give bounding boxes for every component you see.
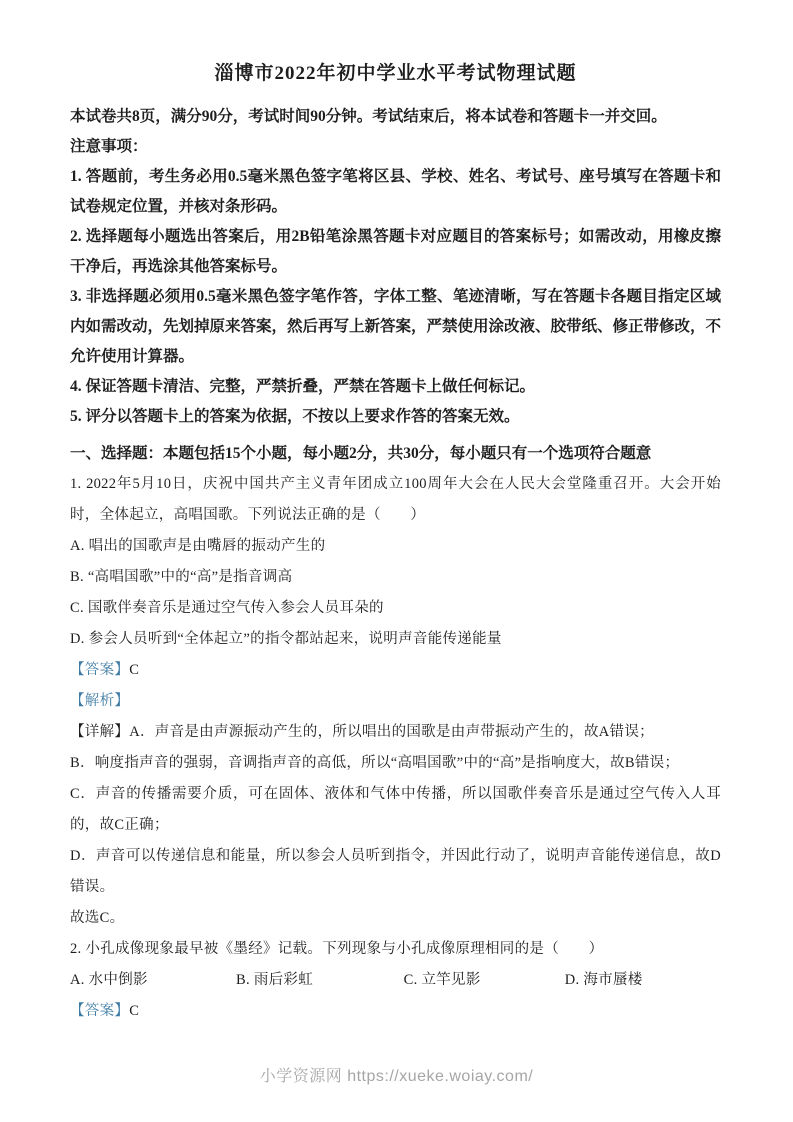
notice-item-3: 3. 非选择题必须用0.5毫米黑色签字笔作答，字体工整、笔迹清晰，写在答题卡各题目指定区域内如需改动，先划掉原来答案，然后再写上新答案，严禁使用涂改液、胶带纸、修正带修改，不允许使用计算器。	[70, 288, 722, 365]
footer-watermark	[0, 1063, 793, 1086]
question-1-detail-line-d: D．声音可以传递信息和能量，所以参会人员听到指令，并因此行动了，说明声音能传递信息，故D错误。	[70, 848, 721, 895]
question-1-answer-line	[70, 655, 721, 686]
section-heading: 一、选择题：本题包括15个小题，每小题2分，共30分，每小题只有一个选项符合题意	[70, 445, 652, 462]
answer-label: 【答案】	[70, 1003, 130, 1019]
answer-value: C	[129, 1003, 140, 1019]
notice-item-2: 2. 选择题每小题选出答案后，用2B铅笔涂黑答题卡对应题目的答案标号；如需改动，用橡皮擦干净后，再选涂其他答案标号。	[70, 228, 721, 275]
answer-label: 【答案】	[70, 662, 130, 678]
question-1-detail-line-b: B．响度指声音的强弱，音调指声音的高低，所以“高唱国歌”中的“高”是指响度大，故B错误；	[70, 755, 680, 771]
question-1-analysis-line	[70, 686, 721, 717]
question-1-conclusion: 故选C。	[70, 910, 125, 926]
exam-intro: 本试卷共8页，满分90分，考试时间90分钟。考试结束后，将本试卷和答题卡一并交回。	[70, 108, 667, 125]
analysis-label: 【解析】	[70, 693, 130, 709]
question-1-option-c: C. 国歌伴奏音乐是通过空气传入参会人员耳朵的	[70, 600, 384, 616]
question-1-option-d: D. 参会人员听到“全体起立”的指令都站起来，说明声音能传递能量	[70, 631, 502, 647]
question-2-answer-line	[70, 996, 721, 1027]
page-title: 淄博市2022年初中学业水平考试物理试题	[214, 63, 577, 84]
question-1-option-a: A. 唱出的国歌声是由嘴唇的振动产生的	[70, 538, 326, 554]
question-2-options-row	[70, 965, 721, 996]
question-2-stem: 2. 小孔成像现象最早被《墨经》记载。下列现象与小孔成像原理相同的是（ ）	[70, 941, 604, 957]
answer-value: C	[129, 662, 140, 678]
question-1-stem: 1. 2022年5月10日，庆祝中国共产主义青年团成立100周年大会在人民大会堂隆重召开。大会开始时，全体起立，高唱国歌。下列说法正确的是（ ）	[70, 476, 721, 523]
notice-item-1: 1. 答题前，考生务必用0.5毫米黑色签字笔将区县、学校、姓名、考试号、座号填写在答题卡和试卷规定位置，并核对条形码。	[70, 168, 721, 215]
notice-item-5: 5. 评分以答题卡上的答案为依据，不按以上要求作答的答案无效。	[70, 408, 520, 425]
detail-label: 【详解】	[70, 724, 130, 740]
detail-text-a: A．声音是由声源振动产生的，所以唱出的国歌是由声带振动产生的，故A错误；	[129, 724, 654, 740]
notice-heading: 注意事项：	[70, 138, 148, 155]
footer-site-text: 小学资源网 https://xueke.woiay.com/	[259, 1068, 534, 1085]
question-2	[70, 934, 721, 1027]
question-2-option-d: D. 海市蜃楼	[564, 972, 643, 988]
question-1-detail-line-c: C．声音的传播需要介质，可在固体、液体和气体中传播，所以国歌伴奏音乐是通过空气传入人耳的，故C正确；	[70, 786, 721, 833]
question-1-detail-line-a	[70, 717, 721, 748]
question-2-option-b: B. 雨后彩虹	[236, 972, 314, 988]
question-1	[70, 469, 721, 934]
question-2-option-c: C. 立竿见影	[403, 972, 481, 988]
notice-item-4: 4. 保证答题卡清洁、完整，严禁折叠，严禁在答题卡上做任何标记。	[70, 378, 536, 395]
question-2-option-a: A. 水中倒影	[70, 972, 148, 988]
question-1-option-b: B. “高唱国歌”中的“高”是指音调高	[70, 569, 293, 585]
